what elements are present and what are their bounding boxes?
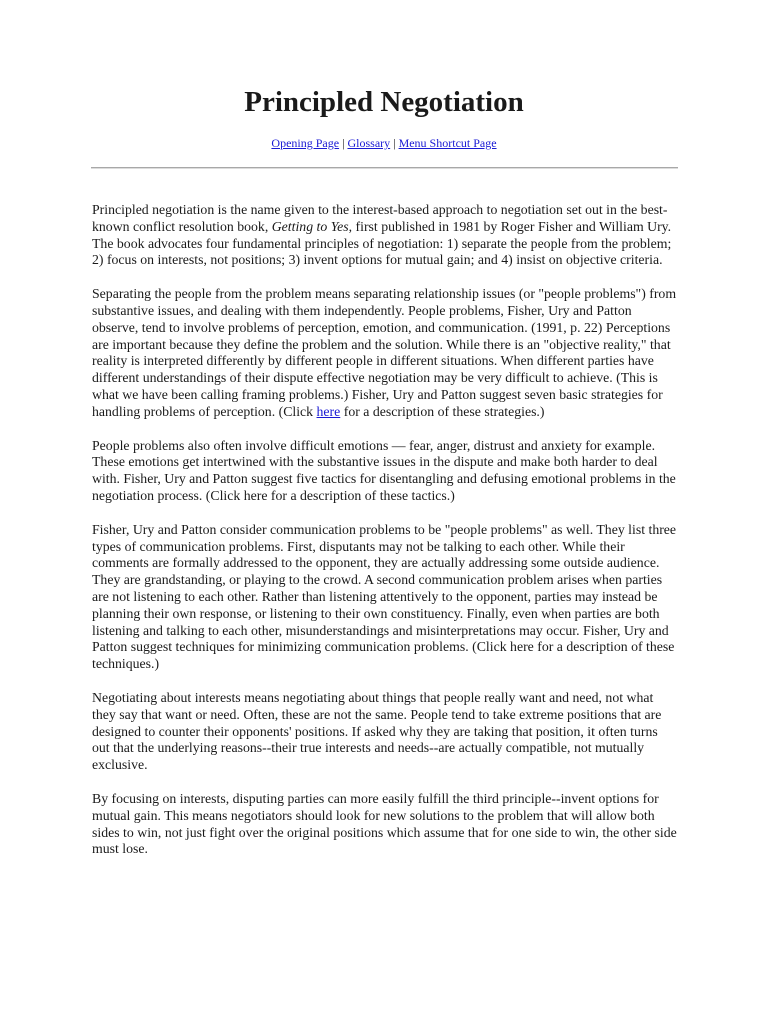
paragraph-communication: Fisher, Ury and Patton consider communication problems to be "people problems" as well. They list three types of communication problems. First, disputants may not be talking to each other. While their comments are formally addressed to the opponent, they are actually addressing some outside audience. They are grandstanding, or playing to the crowd. A second communication problem arises when parties are not listening to each other. Rather than listening attentively to the opponent, parties may instead be planning their own response, or listening to their own constituency. Finally, even when parties are both listening and talking to each other, misunderstandings and misinterpretations may occur. Fisher, Ury and Patton suggest techniques for minimizing communication problems. (Click here for a description of these techniques.) [92,521,677,672]
paragraph-interests: Negotiating about interests means negotiating about things that people really want and need, not what they say that want or need. Often, these are not the same. People tend to take extreme positions that are designed to counter their opponents' positions. If asked why they are taking that position, it often turns out that the underlying reasons--their true interests and needs--are actually compatible, not mutually exclusive. [92,689,662,773]
nav-separator: | [339,136,348,150]
article-body [92,202,678,875]
paragraph-text: Principled negotiation is the name given to the interest-based approach to negotiation set out in the best-known conflict resolution book, [92,202,668,234]
paragraph-emotions: People problems also often involve difficult emotions — fear, anger, distrust and anxiety for example. These emotions get intertwined with the substantive issues in the dispute and make both harder to deal with. Fisher, Ury and Patton suggest five tactics for disentangling and defusing emotional problems in the negotiation process. (Click here for a description of these tactics.) [92,437,676,503]
book-title: Getting to Yes [271,218,349,234]
top-navigation [0,136,768,151]
paragraph-text: for a description of these strategies.) [340,403,545,419]
paragraph-mutual-gain: By focusing on interests, disputing parties can more easily fulfill the third principle--invent options for mutual gain. This means negotiators should look for new solutions to the problem that will allow both sides to win, not just fight over the original positions which assume that for one side to win, the other side must lose. [92,790,677,857]
paragraph-separate-people [92,286,678,420]
paragraph-text: Separating the people from the problem means separating relationship issues (or "people problems") from substantive issues, and dealing with them independently. People problems, Fisher, Ury and Patton observe, tend to involve problems of perception, emotion, and communication. (1991, p. 22) Perceptions are important because they define the problem and the solution. While there is an "objective reality," that reality is interpreted differently by different people in different situations. When different parties have different understandings of their dispute effective negotiation may be very difficult to achieve. (This is what we have been calling framing problems.) Fisher, Ury and Patton suggest seven basic strategies for handling problems of perception. (Click [92,286,677,419]
menu-shortcut-page-link[interactable]: Menu Shortcut Page [398,136,497,150]
page-title: Principled Negotiation [244,86,524,118]
paragraph-introduction [92,202,678,269]
paragraph-text: , first published in 1981 by Roger Fisher and William Ury. The book advocates four fundamental principles of negotiation: 1) separate the people from the problem; 2) focus on interests, not positions; 3) invent options for mutual gain; and 4) insist on objective criteria. [92,218,672,268]
strategies-here-link[interactable]: here [316,403,341,419]
opening-page-link[interactable]: Opening Page [271,136,340,150]
glossary-link[interactable]: Glossary [347,136,391,150]
nav-separator: | [390,136,399,150]
horizontal-divider [91,167,678,169]
